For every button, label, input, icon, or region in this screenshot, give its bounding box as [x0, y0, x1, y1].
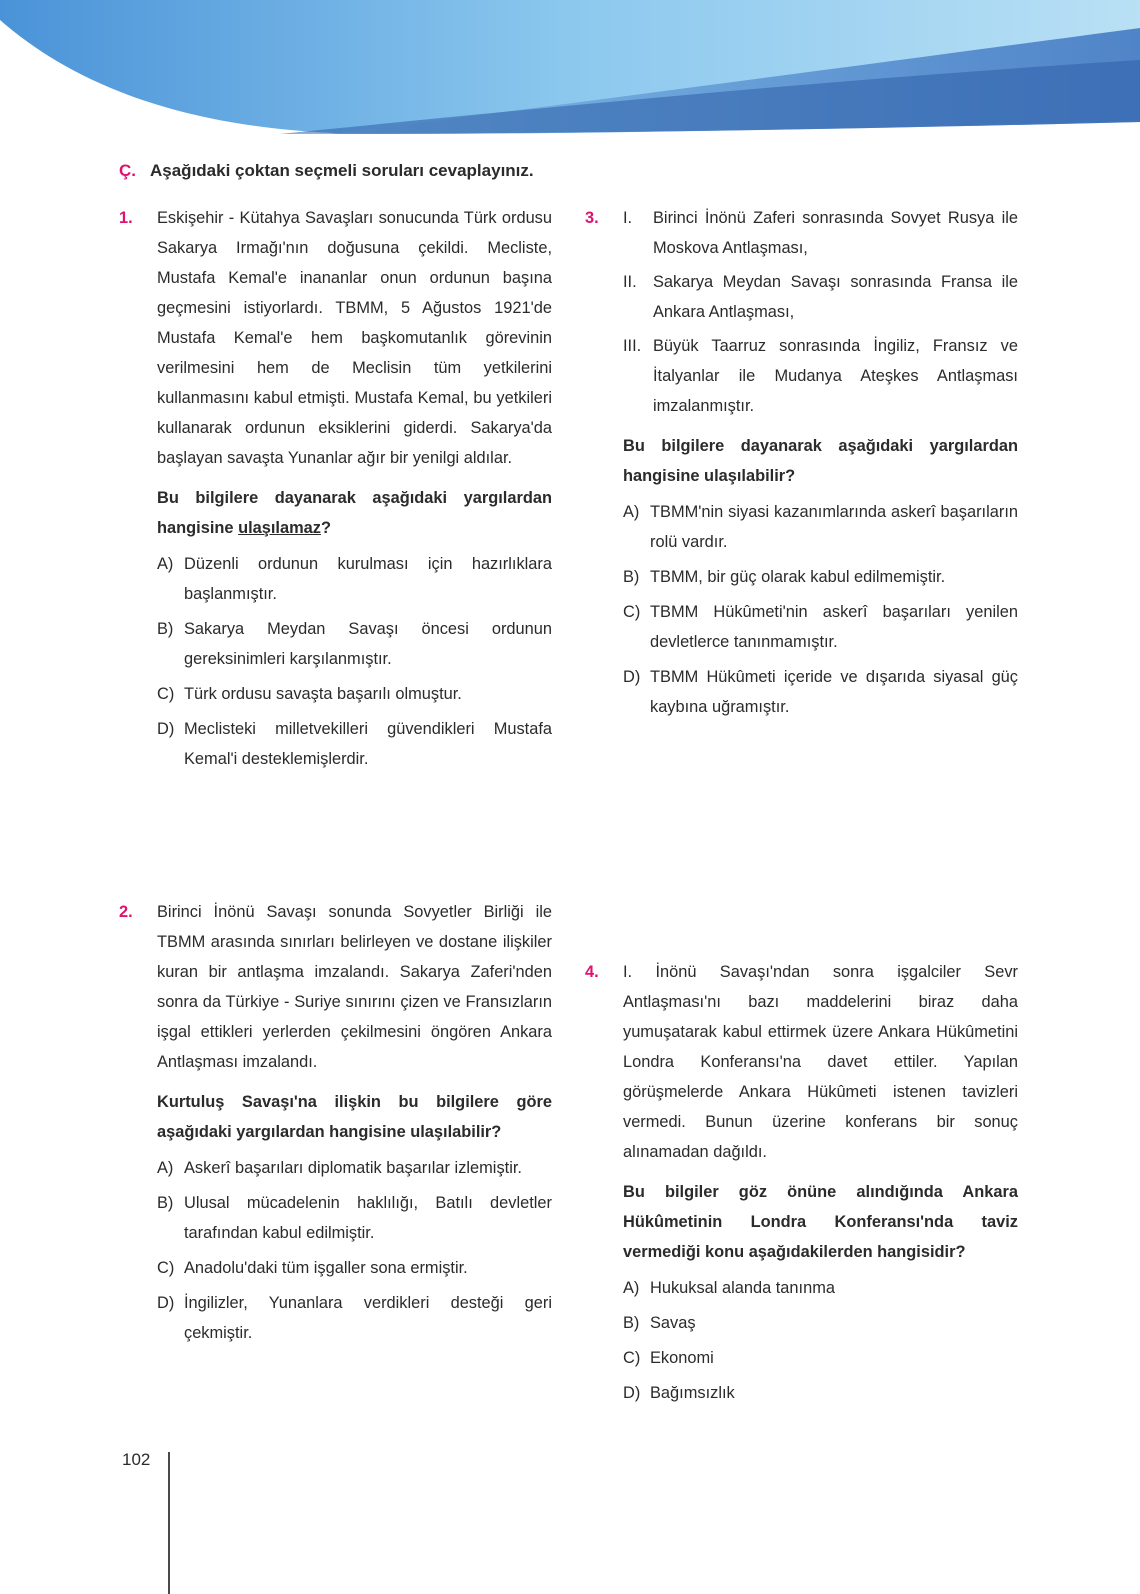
question-text: Eskişehir - Kütahya Savaşları sonucunda Türk ordusu Sakarya Irmağı'nın doğusuna çekildi. Mecliste, Mustafa Kemal'e inananlar onun ordunun başına geçmesini istiyorlardı. TBMM, 5 Ağustos 1921'de Mustafa Kemal'e hem başkomutanlık görevinin verilmesini hem de Meclisin tüm yetkilerini kullanmasını kabul etmişti. Mustafa Kemal, bu yetkileri kullanarak ordunun eksiklerini giderdi. Sakarya'da başlayan savaşta Yunanlar ağır bir yenilgi aldılar. — [157, 209, 552, 467]
option-b[interactable]: B) Sakarya Meydan Savaşı öncesi ordunun gereksinimleri karşılanmıştır. — [157, 620, 552, 668]
question-prompt: Bu bilgiler göz önüne alındığında Ankara Hükûmetinin Londra Konferansı'nda taviz vermediği konu aşağıdakilerden hangisidir? — [623, 1183, 1018, 1261]
section-heading — [119, 161, 534, 181]
option-d[interactable]: D) İngilizler, Yunanlara verdikleri desteği geri çekmiştir. — [157, 1294, 552, 1342]
statement-1: I. Birinci İnönü Zaferi sonrasında Sovyet Rusya ile Moskova Antlaşması, — [623, 209, 1018, 257]
question-2 — [119, 897, 552, 1353]
question-prompt: Bu bilgilere dayanarak aşağıdaki yargılardan hangisine ulaşılabilir? — [623, 437, 1018, 485]
page-number: 102 — [122, 1450, 151, 1469]
option-c[interactable]: C) Türk ordusu savaşta başarılı olmuştur. — [157, 685, 462, 703]
option-d[interactable]: D) Meclisteki milletvekilleri güvendikleri Mustafa Kemal'i desteklemişlerdir. — [157, 720, 552, 768]
option-b[interactable]: B) Ulusal mücadelenin haklılığı, Batılı devletler tarafından kabul edilmiştir. — [157, 1194, 552, 1242]
section-title-text: Aşağıdaki çoktan seçmeli soruları cevaplayınız. — [150, 161, 534, 180]
option-d[interactable]: D) Bağımsızlık — [623, 1384, 735, 1402]
question-1 — [119, 203, 552, 779]
question-text: I. İnönü Savaşı'ndan sonra işgalciler Sevr Antlaşması'nı bazı maddelerini biraz daha yumuşatarak kabul ettirmek üzere Ankara Hükûmetini Londra Konferansı'na davet ettiler. Yapılan görüşmelerde Ankara Hükûmeti istenen tavizleri vermedi. Bunun üzerine konferans bir sonuç alınamadan dağıldı. — [623, 963, 1018, 1161]
question-number: 1. — [119, 209, 133, 227]
header-wave-graphic — [0, 0, 1140, 140]
question-prompt: Bu bilgilere dayanarak aşağıdaki yargılardan hangisine ulaşılamaz? — [157, 489, 552, 537]
question-3 — [585, 203, 1018, 727]
question-text: Birinci İnönü Savaşı sonunda Sovyetler Birliği ile TBMM arasında sınırları belirleyen ve dostane ilişkiler kuran bir antlaşma imzalandı. Sakarya Zaferi'nden sonra da Türkiye - Suriye sınırını çizen ve Fransızların işgal ettikleri yerlerden çekilmesini öngören Ankara Antlaşması imzalandı. — [157, 903, 552, 1071]
option-a[interactable]: A) Hukuksal alanda tanınma — [623, 1279, 835, 1297]
option-a[interactable]: A) Düzenli ordunun kurulması için hazırlıklara başlanmıştır. — [157, 555, 552, 603]
question-number: 2. — [119, 903, 133, 921]
question-number: 4. — [585, 963, 599, 981]
option-c[interactable]: C) TBMM Hükûmeti'nin askerî başarıları yenilen devletlerce tanınmamıştır. — [623, 603, 1018, 651]
question-4 — [585, 957, 1018, 1413]
statement-2: II. Sakarya Meydan Savaşı sonrasında Fransa ile Ankara Antlaşması, — [623, 273, 1018, 321]
option-d[interactable]: D) TBMM Hükûmeti içeride ve dışarıda siyasal güç kaybına uğramıştır. — [623, 668, 1018, 716]
page-divider — [168, 1452, 170, 1594]
option-c[interactable]: C) Ekonomi — [623, 1349, 714, 1367]
question-number: 3. — [585, 209, 599, 227]
option-b[interactable]: B) Savaş — [623, 1314, 696, 1332]
option-a[interactable]: A) TBMM'nin siyasi kazanımlarında askerî başarıların rolü vardır. — [623, 503, 1018, 551]
question-prompt: Kurtuluş Savaşı'na ilişkin bu bilgilere göre aşağıdaki yargılardan hangisine ulaşılabilir? — [157, 1093, 552, 1141]
section-letter: Ç. — [119, 161, 136, 180]
option-a[interactable]: A) Askerî başarıları diplomatik başarılar izlemiştir. — [157, 1159, 522, 1177]
option-b[interactable]: B) TBMM, bir güç olarak kabul edilmemiştir. — [623, 568, 946, 586]
statement-3: III. Büyük Taarruz sonrasında İngiliz, Fransız ve İtalyanlar ile Mudanya Ateşkes Antlaşması imzalanmıştır. — [623, 337, 1018, 415]
option-c[interactable]: C) Anadolu'daki tüm işgaller sona ermiştir. — [157, 1259, 468, 1277]
